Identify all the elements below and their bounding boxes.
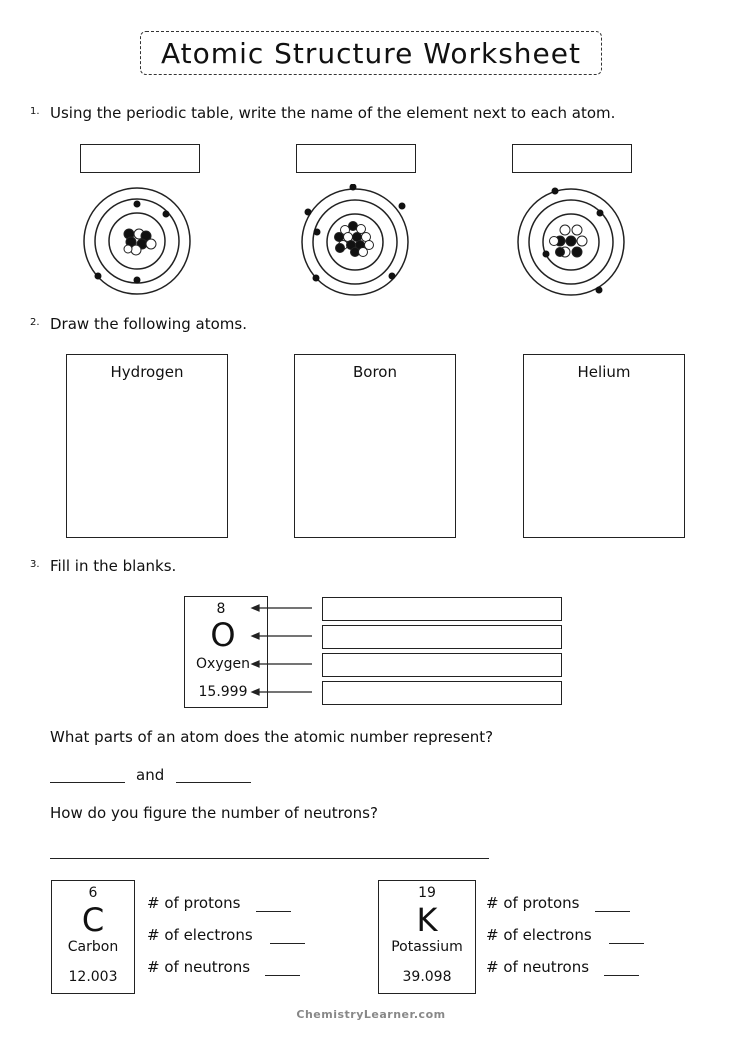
potassium-protons-label: # of protons <box>486 894 580 912</box>
draw-box-helium[interactable] <box>523 354 685 538</box>
carbon-protons-blank[interactable] <box>256 911 291 912</box>
potassium-protons-blank[interactable] <box>595 911 630 912</box>
page-title: Atomic Structure Worksheet <box>161 36 581 70</box>
potassium-electrons-blank[interactable] <box>609 943 644 944</box>
question-neutrons: How do you figure the number of neutrons? <box>50 804 378 822</box>
atomic-number: 19 <box>418 885 436 901</box>
question-atomic-number: What parts of an atom does the atomic number represent? <box>50 728 494 746</box>
symbol-answer[interactable] <box>322 625 562 649</box>
pointer-arrows <box>250 600 316 700</box>
potassium-electrons-label: # of electrons <box>486 926 592 944</box>
name-answer[interactable] <box>322 653 562 677</box>
atom-diagram-1 <box>82 186 192 296</box>
q2-number: 2. <box>30 317 40 328</box>
draw-box-boron[interactable] <box>294 354 456 538</box>
answer-line-neutrons[interactable] <box>50 858 489 859</box>
q1-text: Using the periodic table, write the name of the element next to each atom. <box>50 104 616 122</box>
atom-diagram-3 <box>515 186 627 298</box>
element-name-input-3[interactable] <box>512 144 632 173</box>
element-name-input-1[interactable] <box>80 144 200 173</box>
answer-blank-2[interactable] <box>176 782 251 783</box>
carbon-element-tile <box>51 880 135 994</box>
atomic-number: 6 <box>88 885 98 901</box>
and-text: and <box>136 766 165 784</box>
potassium-neutrons-blank[interactable] <box>604 975 639 976</box>
carbon-neutrons-blank[interactable] <box>265 975 300 976</box>
atomic-number-answer[interactable] <box>322 597 562 621</box>
carbon-neutrons-label: # of neutrons <box>147 958 251 976</box>
draw-box-label: Hydrogen <box>110 363 184 381</box>
atomic-number: 8 <box>216 601 226 617</box>
draw-box-label: Helium <box>577 363 631 381</box>
potassium-element-tile <box>378 880 476 994</box>
element-symbol: C <box>81 901 105 939</box>
mass-answer[interactable] <box>322 681 562 705</box>
carbon-electrons-label: # of electrons <box>147 926 253 944</box>
element-name-input-2[interactable] <box>296 144 416 173</box>
potassium-neutrons-label: # of neutrons <box>486 958 590 976</box>
answer-blank-1[interactable] <box>50 782 125 783</box>
atomic-mass: 15.999 <box>198 684 248 700</box>
element-name: Oxygen <box>196 656 250 672</box>
draw-box-label: Boron <box>353 363 397 381</box>
element-name: Carbon <box>67 939 119 955</box>
title-box <box>140 31 602 75</box>
q2-text: Draw the following atoms. <box>50 315 247 333</box>
element-name: Potassium <box>391 939 463 955</box>
element-symbol: O <box>210 616 236 654</box>
element-symbol: K <box>416 901 438 939</box>
q3-number: 3. <box>30 559 40 570</box>
carbon-electrons-blank[interactable] <box>270 943 305 944</box>
draw-box-hydrogen[interactable] <box>66 354 228 538</box>
atomic-mass: 12.003 <box>68 969 118 985</box>
atom-diagram-2 <box>299 184 411 296</box>
atomic-mass: 39.098 <box>402 969 452 985</box>
carbon-protons-label: # of protons <box>147 894 241 912</box>
q1-number: 1. <box>30 106 40 117</box>
footer-credit: ChemistryLearner.com <box>296 1008 446 1021</box>
q3-text: Fill in the blanks. <box>50 557 177 575</box>
